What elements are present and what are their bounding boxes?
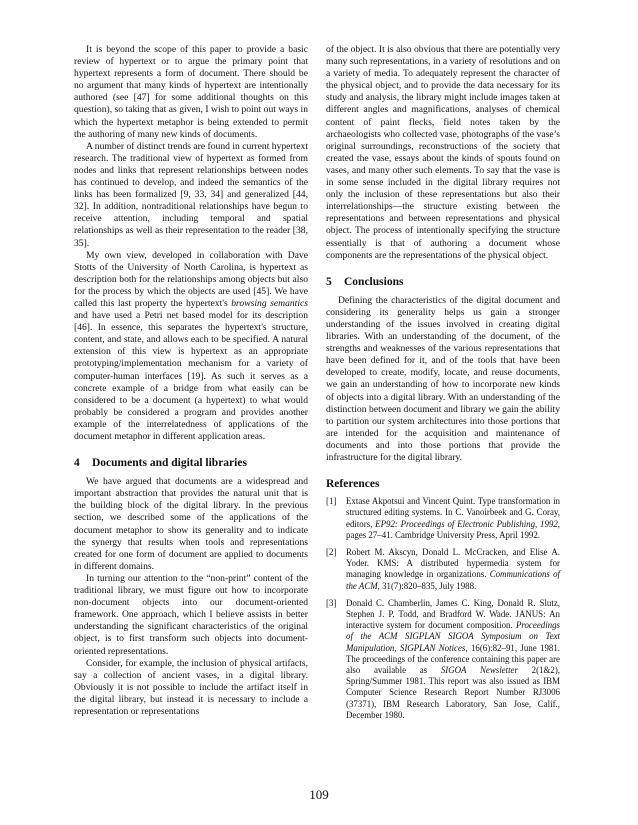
reference-item — [326, 598, 560, 721]
page-number: 109 — [309, 787, 329, 802]
paragraph-non-print: In turning our attention to the “non-print” content of the traditional library, we must figure out how to incorporate non-document objects into our document-oriented framework. One approach, which I believe assists in better understanding the significant characteristics of the original object, is to first transform such objects into document-oriented representations. — [74, 572, 308, 657]
reference-item — [326, 547, 560, 592]
paragraph-vase-representations: of the object. It is also obvious that there are potentially very many such representations, in a variety of resolutions and on a variety of media. To adequately represent the character of the physical object, and to provide the data necessary for its study and analysis, the library might include images taken at different angles and magnifications, analyses of chemical content of paint flecks, field notes taken by the archaeologists who collected vase, photographs of the vase’s original surroundings, reconstructions of the society that created the vase, essays about the kinds of spouts found on vases, and many other such elements. To say that the vase is in some sense included in the digital library requires not only the inclusion of these representations but also their interrelationships—the structure existing between the representations and between representations and physical object. The process of intentionally specifying the structure essentially is that of authoring a document whose components are the representations of the physical object. — [326, 44, 560, 261]
right-column — [326, 44, 560, 727]
reference-tag: [1] — [326, 496, 337, 507]
reference-text — [346, 547, 560, 592]
reference-text-b: , 31(7):820–835, July 1988. — [377, 580, 477, 591]
paragraph-own-view — [74, 250, 308, 444]
reference-text-a: Donald C. Chamberlin, James C. King, Donald R. Slutz, Stephen J. P. Todd, and Bradford W. Wade. JANUS: An interactive system for document composition. — [346, 597, 560, 631]
reference-text — [346, 496, 560, 541]
browsing-semantics-term: browsing semantics — [231, 297, 308, 309]
reference-text-b: , 16(6):82–91, June 1981. The proceedings of the conference containing this paper are also available as — [346, 642, 560, 676]
left-column — [74, 44, 308, 718]
references-list — [326, 496, 560, 721]
reference-text-a: Robert M. Akscyn, Donald L. McCracken, and Elise A. Yoder. KMS: A distributed hypermedia system for managing knowledge in organizations. — [346, 547, 560, 580]
reference-venue: Proceedings of the ACM SIGPLAN SIGOA Symposium on Text Manipulation, SIGPLAN Notices — [346, 620, 560, 653]
paragraph-documents-abstraction: We have argued that documents are a widespread and important abstraction that provides the natural unit that is the building block of the digital library. In the previous section, we described some of the applications of the document metaphor to show its generality and to indicate the synergy that results when tools and representations created for one form of document are applied to documents in different domains. — [74, 476, 308, 572]
own-view-text-a: My own view, developed in collaboration with Dave Stotts of the University of North Carolina, is hypertext as description both for the relationships among objects but also for the process by which the objects are used [45]. We have called this last property the hypertext's — [74, 249, 308, 309]
references-heading: References — [326, 478, 380, 491]
reference-item — [326, 496, 560, 541]
own-view-text-b: and have used a Petri net based model for its description [46]. In essence, this separates the hypertext's structure, content, and state, and allows each to be specified. A natural extension of this view is hypertext as an appropriate prototyping/implementation mechanism for a variety of computer-human interfaces [19]. As such it serves as a concrete example of a bridge from what easily can be considered to be a document (a hypertext) to what would probably be considered a program and provides another example of the interrelatedness of applications of the document metaphor in different application areas. — [74, 310, 308, 442]
paragraph-hypertext-trends: A number of distinct trends are found in current hypertext research. The traditional view of hypertext as formed from nodes and links that represent relationships between nodes has continued to develop, and indeed the semantics of the links has been formalized [9, 33, 34] and generalized [44, 32]. In addition, nontraditional relationships have begun to receive attention, including temporal and spatial relationships as well as their representation to the reader [38, 35]. — [74, 140, 308, 249]
section-heading-5 — [326, 276, 560, 288]
reference-venue-2: SIGOA Newsletter — [440, 665, 518, 676]
reference-text-a: Extase Akpotsui and Vincent Quint. Type transformation in structured editing systems. In C. Vanoirbeek and G. Coray, editors, — [346, 496, 560, 529]
section-title: Documents and digital libraries — [92, 457, 247, 470]
reference-text-c: 2(1&2), Spring/Summer 1981. This report was also issued as IBM Computer Science Research Report Number RJ3006 (37371), IBM Research Laboratory, San Jose, Calif., December 1980. — [346, 665, 560, 720]
reference-tag: [2] — [326, 547, 337, 557]
reference-venue: Communications of the ACM — [346, 569, 560, 591]
reference-text — [346, 598, 560, 721]
section-number: 4 — [74, 457, 80, 470]
paragraph-hypertext-scope: It is beyond the scope of this paper to provide a basic review of hypertext or to argue the primary point that hypertext represents a form of document. There should be no argument that many kinds of hypertext are intentionally authored (see [47] for some additional thoughts on this question), so taking that as given, I wish to point out ways in which the hypertext metaphor is being extended to permit the authoring of many new kinds of documents. — [74, 44, 308, 140]
reference-text-b: , pages 27–41. Cambridge University Press, April 1992. — [346, 518, 561, 540]
section-number: 5 — [326, 275, 332, 288]
paragraph-conclusions: Defining the characteristics of the digital document and considering its generality helps us gain a stronger understanding of the issues involved in creating digital libraries. With an understanding of the document, of the strengths and weaknesses of the various representations that have been defined for it, and of the tools that have been developed to create, modify, locate, and reuse documents, we gain an understanding of how to incorporate new kinds of objects into a digital library. With an understanding of the distinction between document and library we gain the ability to partition our system architectures into those portions that are intended for the acquisition and maintenance of documents and into those portions that provide the infrastructure for the digital library. — [326, 294, 560, 463]
section-title: Conclusions — [344, 275, 404, 288]
reference-venue: EP92: Proceedings of Electronic Publishing, 1992 — [375, 518, 558, 529]
reference-tag: [3] — [326, 597, 337, 608]
paragraph-vases: Consider, for example, the inclusion of physical artifacts, say a collection of ancient vases, in a digital library. Obviously it is not possible to include the artifact itself in the digital library, but instead it is necessary to include a representation or representations — [74, 657, 308, 717]
section-heading-4 — [74, 457, 308, 469]
